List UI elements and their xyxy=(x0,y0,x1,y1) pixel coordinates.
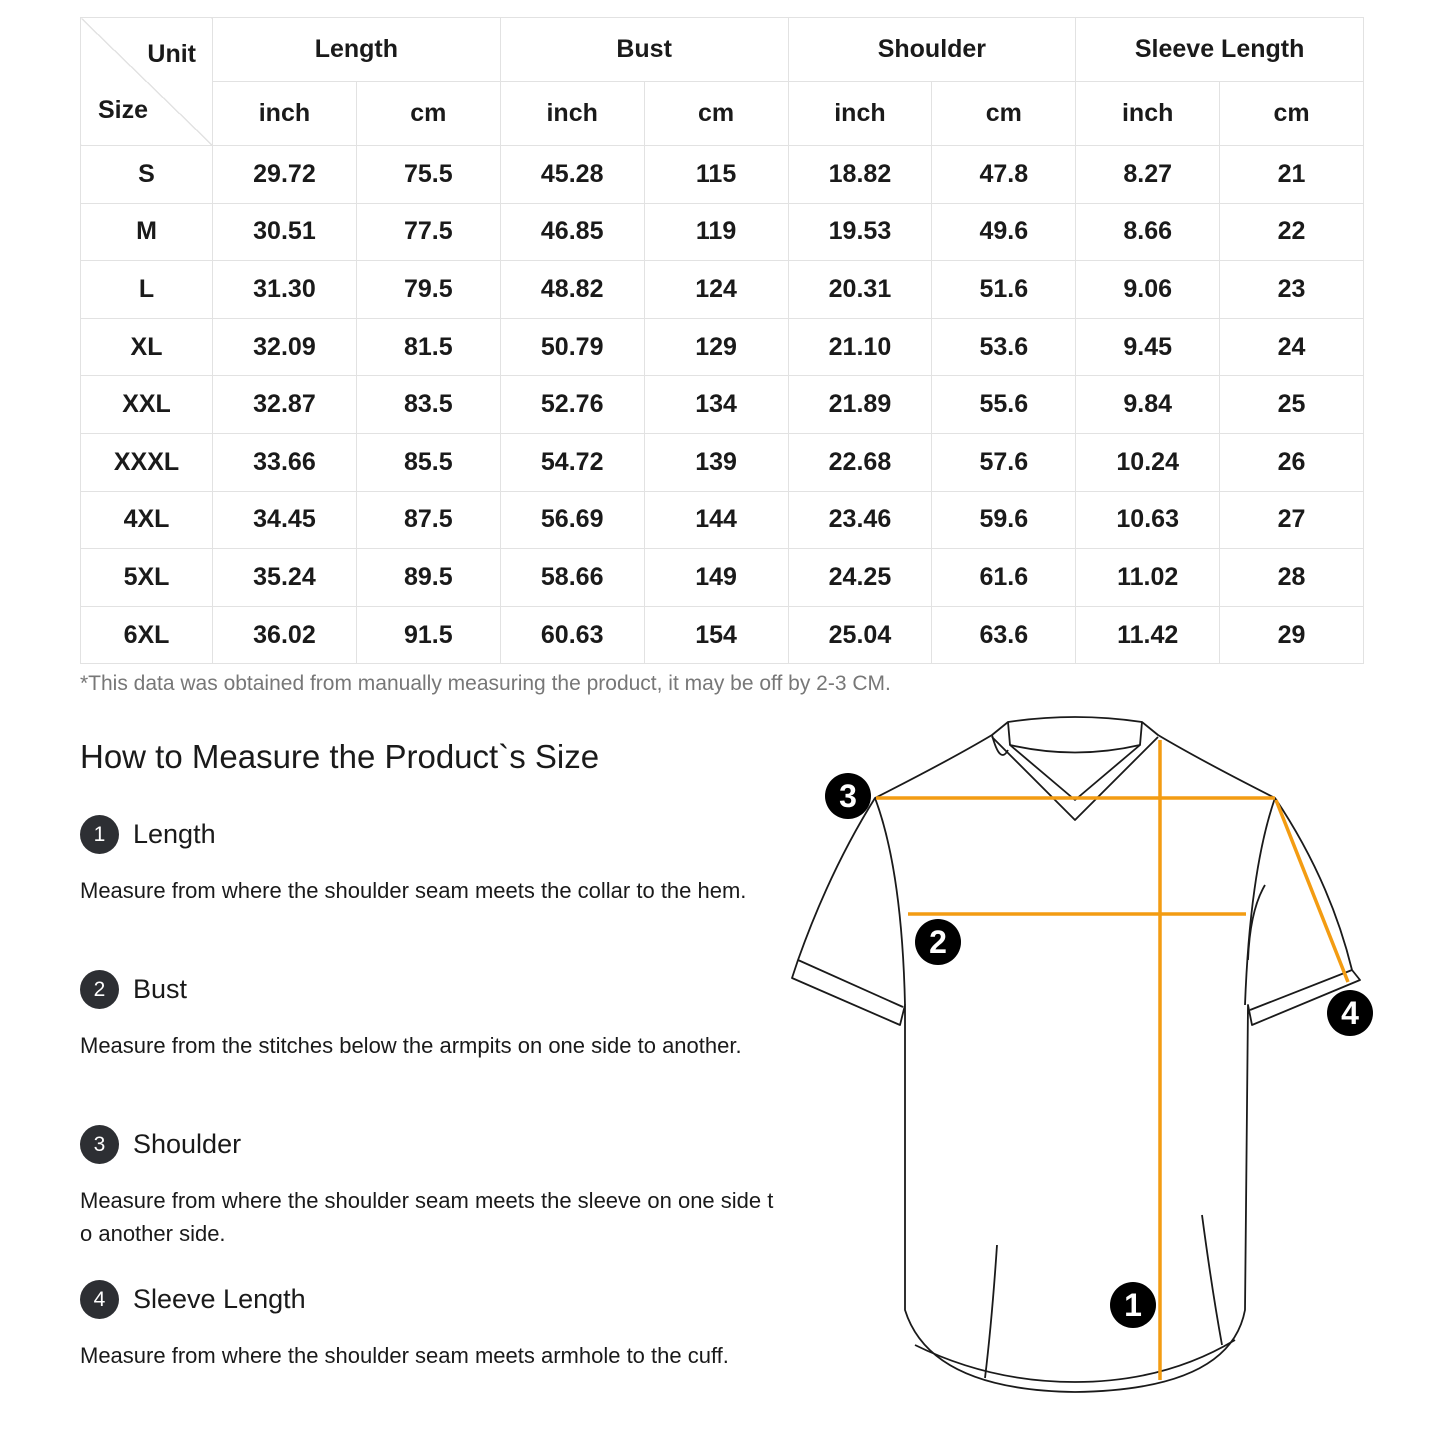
measurement-cell: 61.6 xyxy=(932,549,1076,607)
size-cell: XL xyxy=(81,318,213,376)
size-cell: L xyxy=(81,261,213,319)
measurement-cell: 52.76 xyxy=(500,376,644,434)
measurement-cell: 23.46 xyxy=(788,491,932,549)
measurement-cell: 79.5 xyxy=(356,261,500,319)
measurement-cell: 29 xyxy=(1220,606,1364,664)
size-cell: M xyxy=(81,203,213,261)
group-header-bust: Bust xyxy=(500,18,788,82)
step-sleeve-header xyxy=(80,1280,306,1319)
step-number-badge: 3 xyxy=(80,1125,119,1164)
marker-1-label: 1 xyxy=(1124,1287,1142,1323)
table-row xyxy=(81,433,1364,491)
step-number-badge: 4 xyxy=(80,1280,119,1319)
table-row xyxy=(81,146,1364,204)
marker-3 xyxy=(825,773,871,819)
measurement-cell: 19.53 xyxy=(788,203,932,261)
unit-header: cm xyxy=(932,82,1076,146)
measurement-cell: 53.6 xyxy=(932,318,1076,376)
step-bust-description: Measure from the stitches below the armpits on one side to another. xyxy=(80,1033,742,1058)
size-cell: 4XL xyxy=(81,491,213,549)
measurement-cell: 91.5 xyxy=(356,606,500,664)
measurement-cell: 9.45 xyxy=(1076,318,1220,376)
measurement-cell: 29.72 xyxy=(213,146,357,204)
measurement-cell: 26 xyxy=(1220,433,1364,491)
measurement-cell: 115 xyxy=(644,146,788,204)
measurement-cell: 54.72 xyxy=(500,433,644,491)
size-chart-table xyxy=(80,17,1364,664)
sleeve-measure-line xyxy=(1276,800,1348,982)
measurement-cell: 59.6 xyxy=(932,491,1076,549)
step-number-badge: 1 xyxy=(80,815,119,854)
measurement-cell: 36.02 xyxy=(213,606,357,664)
measurement-note: *This data was obtained from manually measuring the product, it may be off by 2-3 CM. xyxy=(80,672,891,695)
marker-1 xyxy=(1110,1282,1156,1328)
measurement-cell: 55.6 xyxy=(932,376,1076,434)
measurement-cell: 28 xyxy=(1220,549,1364,607)
measurement-cell: 60.63 xyxy=(500,606,644,664)
measurement-cell: 50.79 xyxy=(500,318,644,376)
step-shoulder-header xyxy=(80,1125,241,1164)
measurement-cell: 20.31 xyxy=(788,261,932,319)
measurement-cell: 8.27 xyxy=(1076,146,1220,204)
unit-header: cm xyxy=(356,82,500,146)
measurement-cell: 33.66 xyxy=(213,433,357,491)
measurement-cell: 89.5 xyxy=(356,549,500,607)
marker-3-label: 3 xyxy=(839,778,857,814)
table-corner-header xyxy=(81,18,213,146)
step-length-header xyxy=(80,815,216,854)
measurement-cell: 119 xyxy=(644,203,788,261)
measurement-cell: 8.66 xyxy=(1076,203,1220,261)
step-label: Sleeve Length xyxy=(133,1284,306,1314)
table-row xyxy=(81,376,1364,434)
step-label: Bust xyxy=(133,974,188,1004)
measurement-cell: 25 xyxy=(1220,376,1364,434)
unit-header: inch xyxy=(1076,82,1220,146)
marker-4-label: 4 xyxy=(1341,995,1359,1031)
measurement-cell: 21.89 xyxy=(788,376,932,434)
step-sleeve-description: Measure from where the shoulder seam meets armhole to the cuff. xyxy=(80,1343,729,1368)
measurement-cell: 81.5 xyxy=(356,318,500,376)
measurement-cell: 27 xyxy=(1220,491,1364,549)
measurement-cell: 77.5 xyxy=(356,203,500,261)
size-cell: XXXL xyxy=(81,433,213,491)
measurement-cell: 24.25 xyxy=(788,549,932,607)
measurement-cell: 87.5 xyxy=(356,491,500,549)
measurement-cell: 22 xyxy=(1220,203,1364,261)
diagram-markers xyxy=(825,773,1373,1328)
measurement-cell: 25.04 xyxy=(788,606,932,664)
measurement-cell: 51.6 xyxy=(932,261,1076,319)
unit-header: cm xyxy=(644,82,788,146)
step-shoulder-description: Measure from where the shoulder seam meets the sleeve on one side to another side. xyxy=(80,1188,774,1246)
size-cell: 5XL xyxy=(81,549,213,607)
size-cell: XXL xyxy=(81,376,213,434)
measurement-cell: 48.82 xyxy=(500,261,644,319)
group-header-shoulder: Shoulder xyxy=(788,18,1076,82)
marker-2 xyxy=(915,919,961,965)
size-cell: S xyxy=(81,146,213,204)
table-row xyxy=(81,261,1364,319)
tshirt-diagram xyxy=(780,700,1400,1420)
measurement-cell: 46.85 xyxy=(500,203,644,261)
measurement-cell: 57.6 xyxy=(932,433,1076,491)
unit-header: inch xyxy=(788,82,932,146)
marker-2-label: 2 xyxy=(929,924,947,960)
measurement-cell: 129 xyxy=(644,318,788,376)
measurement-cell: 56.69 xyxy=(500,491,644,549)
measurement-cell: 23 xyxy=(1220,261,1364,319)
unit-header: inch xyxy=(213,82,357,146)
measurement-cell: 124 xyxy=(644,261,788,319)
unit-header: cm xyxy=(1220,82,1364,146)
table-row xyxy=(81,203,1364,261)
measurement-cell: 11.02 xyxy=(1076,549,1220,607)
unit-header: inch xyxy=(500,82,644,146)
group-header-sleeve-length: Sleeve Length xyxy=(1076,18,1364,82)
measurement-cell: 22.68 xyxy=(788,433,932,491)
measure-lines xyxy=(876,740,1348,1380)
measurement-cell: 149 xyxy=(644,549,788,607)
measurement-cell: 24 xyxy=(1220,318,1364,376)
corner-unit-label: Unit xyxy=(147,40,196,68)
size-cell: 6XL xyxy=(81,606,213,664)
measurement-cell: 31.30 xyxy=(213,261,357,319)
measurement-cell: 63.6 xyxy=(932,606,1076,664)
measurement-cell: 49.6 xyxy=(932,203,1076,261)
measurement-cell: 134 xyxy=(644,376,788,434)
corner-size-label: Size xyxy=(98,96,149,124)
measurement-cell: 58.66 xyxy=(500,549,644,607)
measurement-cell: 9.84 xyxy=(1076,376,1220,434)
measurement-cell: 30.51 xyxy=(213,203,357,261)
measurement-cell: 11.42 xyxy=(1076,606,1220,664)
tshirt-outline xyxy=(792,717,1360,1392)
measurement-cell: 154 xyxy=(644,606,788,664)
measurement-cell: 9.06 xyxy=(1076,261,1220,319)
measurement-cell: 144 xyxy=(644,491,788,549)
table-row xyxy=(81,318,1364,376)
measurement-cell: 32.87 xyxy=(213,376,357,434)
measurement-cell: 21 xyxy=(1220,146,1364,204)
step-label: Shoulder xyxy=(133,1129,242,1159)
measurement-cell: 45.28 xyxy=(500,146,644,204)
table-row xyxy=(81,491,1364,549)
step-bust-header xyxy=(80,970,187,1009)
group-header-length: Length xyxy=(213,18,501,82)
marker-4 xyxy=(1327,990,1373,1036)
measurement-cell: 32.09 xyxy=(213,318,357,376)
measurement-cell: 83.5 xyxy=(356,376,500,434)
measurement-cell: 139 xyxy=(644,433,788,491)
measurement-cell: 10.63 xyxy=(1076,491,1220,549)
measurement-cell: 18.82 xyxy=(788,146,932,204)
measurement-cell: 85.5 xyxy=(356,433,500,491)
step-length-description: Measure from where the shoulder seam meets the collar to the hem. xyxy=(80,878,747,903)
measurement-cell: 75.5 xyxy=(356,146,500,204)
measurement-cell: 21.10 xyxy=(788,318,932,376)
measurement-cell: 10.24 xyxy=(1076,433,1220,491)
measurement-cell: 34.45 xyxy=(213,491,357,549)
table-row xyxy=(81,606,1364,664)
table-row xyxy=(81,549,1364,607)
guide-title: How to Measure the Product`s Size xyxy=(80,738,600,775)
step-number-badge: 2 xyxy=(80,970,119,1009)
measurement-cell: 35.24 xyxy=(213,549,357,607)
measurement-cell: 47.8 xyxy=(932,146,1076,204)
step-label: Length xyxy=(133,819,216,849)
